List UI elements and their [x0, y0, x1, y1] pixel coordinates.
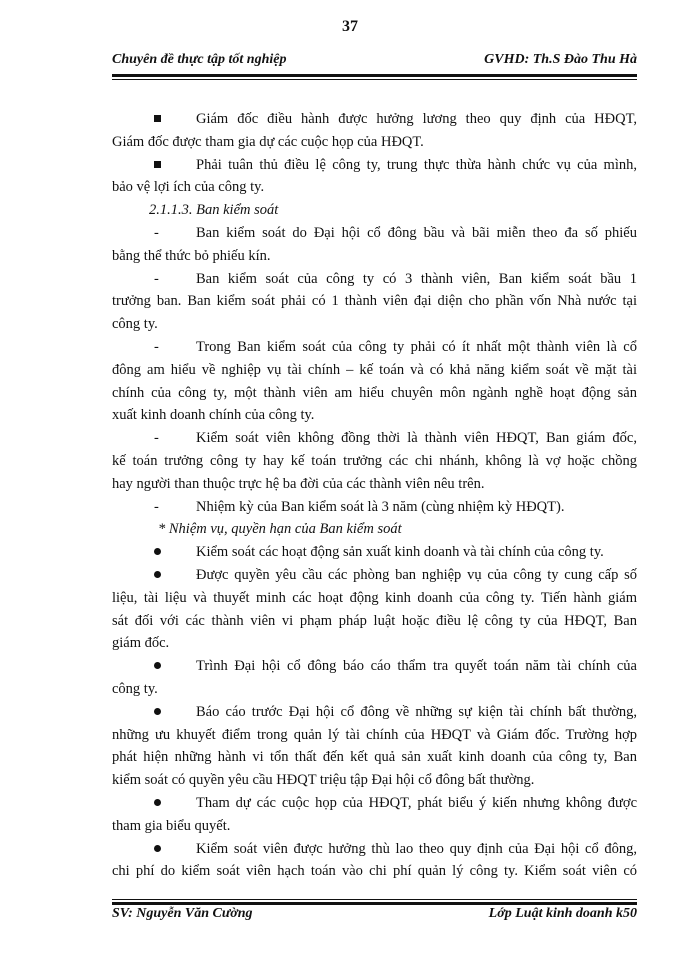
subsection-heading: * Nhiệm vụ, quyền hạn của Ban kiểm soát [158, 521, 402, 538]
dash-marker: - [154, 430, 159, 447]
paragraph-line: - Ban kiểm soát của công ty có 3 thành viên, Ban kiểm soát bầu 1 [112, 268, 637, 291]
paragraph-line: kiểm soát có quyền yêu cầu HĐQT triệu tập Đại hội cổ đông bất thường. [112, 772, 535, 789]
section-heading: 2.1.1.3. Ban kiểm soát [149, 202, 279, 219]
paragraph-line: Giám đốc được tham gia dự các cuộc họp của HĐQT. [112, 133, 424, 150]
paragraph-line: Trình Đại hội cổ đông báo cáo thẩm tra quyết toán năm tài chính của [112, 655, 637, 678]
running-header [112, 50, 637, 72]
round-bullet-icon [154, 838, 174, 861]
paragraph-line: những ưu khuyết điểm trong quản lý tài chính của HĐQT và Giám đốc. Trường hợp [112, 726, 637, 743]
paragraph-line: bảo vệ lợi ích của công ty. [112, 179, 265, 196]
document-body [112, 108, 637, 883]
paragraph-line: công ty. [112, 316, 158, 333]
header-rule-thin [112, 79, 637, 80]
dash-marker: - [154, 498, 159, 515]
paragraph-line: hay người than thuộc trực hệ ba đời của các thành viên nêu trên. [112, 475, 485, 492]
paragraph-line: công ty. [112, 680, 158, 697]
paragraph-line: xuất kinh doanh chính của công ty. [112, 407, 315, 424]
paragraph-line: liệu, tài liệu và thuyết minh các hoạt động kinh doanh của công ty. Tiến hành giám [112, 589, 637, 606]
paragraph-line: chi phí do kiểm soát viên hạch toán vào chi phí quản lý công ty. Kiểm soát viên có [112, 863, 637, 880]
paragraph-line: chính của công ty, một thành viên am hiểu chuyên môn ngành nghề hoạt động sản [112, 384, 637, 401]
paragraph-line: Kiểm soát viên được hưởng thù lao theo quy định của Đại hội cổ đông, [112, 838, 637, 861]
paragraph-line: - Kiểm soát viên không đồng thời là thành viên HĐQT, Ban giám đốc, [112, 427, 637, 450]
paragraph-line: Giám đốc điều hành được hưởng lương theo quy định của HĐQT, [112, 108, 637, 131]
footer-right: Lớp Luật kinh doanh k50 [488, 906, 637, 921]
paragraph-line: Được quyền yêu cầu các phòng ban nghiệp vụ của công ty cung cấp số [112, 564, 637, 587]
paragraph-line: - Trong Ban kiểm soát của công ty phải có ít nhất một thành viên là cổ [112, 336, 637, 359]
paragraph-line: trưởng ban. Ban kiểm soát phải có 1 thành viên đại diện cho phần vốn Nhà nước tại [112, 293, 637, 310]
round-bullet-icon [154, 701, 174, 724]
page-number: 37 [342, 18, 358, 35]
paragraph-line: phát hiện những hành vi tổn thất đến kết quả sản xuất kinh doanh của công ty, Ban [112, 749, 637, 766]
running-footer [112, 906, 637, 928]
paragraph-line: kế toán trưởng công ty hay kế toán trưởng các chi nhánh, không là vợ hoặc chồng [112, 452, 637, 469]
round-bullet-icon [154, 564, 174, 587]
round-bullet-icon [154, 655, 174, 678]
paragraph-line: Phải tuân thủ điều lệ công ty, trung thực thừa hành chức vụ của mình, [112, 154, 637, 177]
header-right: GVHD: Th.S Đào Thu Hà [484, 52, 637, 67]
header-left: Chuyên đề thực tập tốt nghiệp [112, 52, 287, 67]
paragraph-line: Tham dự các cuộc họp của HĐQT, phát biểu ý kiến nhưng không được [112, 792, 637, 815]
paragraph-line: sát đối với các thành viên vi phạm pháp luật hoặc điều lệ công ty của HĐQT, Ban [112, 612, 637, 629]
paragraph-line: tham gia biểu quyết. [112, 817, 231, 834]
dash-marker: - [154, 224, 159, 241]
dash-marker: - [154, 338, 159, 355]
paragraph-line: - Ban kiểm soát do Đại hội cổ đông bầu và bãi miễn theo đa số phiếu [112, 222, 637, 245]
square-bullet-icon [154, 108, 174, 131]
square-bullet-icon [154, 154, 174, 177]
footer-rule-thick [112, 902, 637, 905]
dash-marker: - [154, 270, 159, 287]
paragraph-line: giám đốc. [112, 635, 170, 652]
paragraph-line: Kiểm soát các hoạt động sản xuất kinh doanh và tài chính của công ty. [112, 541, 637, 564]
round-bullet-icon [154, 792, 174, 815]
paragraph-line: - Nhiệm kỳ của Ban kiểm soát là 3 năm (cùng nhiệm kỳ HĐQT). [112, 496, 637, 519]
paragraph-line: bằng thể thức bỏ phiếu kín. [112, 247, 271, 264]
footer-left: SV: Nguyễn Văn Cường [112, 906, 253, 921]
round-bullet-icon [154, 541, 174, 564]
paragraph-line: Báo cáo trước Đại hội cổ đông về những sự kiện tài chính bất thường, [112, 701, 637, 724]
paragraph-line: đông am hiểu về nghiệp vụ tài chính – kế toán và có khả năng kiểm soát về mặt tài [112, 361, 637, 378]
footer-rule-thin [112, 899, 637, 900]
header-rule-thick [112, 74, 637, 77]
